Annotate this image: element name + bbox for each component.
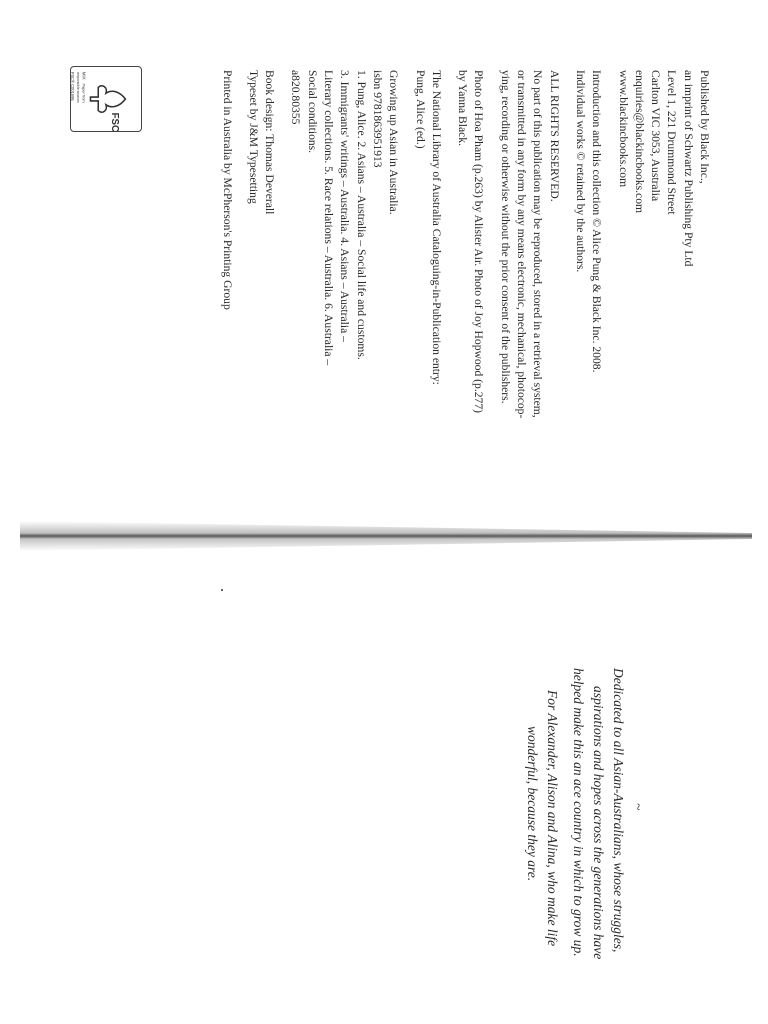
svg-text:responsible sources: responsible sources [75,71,80,103]
photo-credit-line: by Yanna Black. [456,70,470,146]
publisher-imprint [218,70,712,418]
svg-text:MIX: MIX [81,71,87,80]
copyright-line: Individual works © retained by the authors. [573,70,587,273]
cip-line: 1. Pung, Alice. 2. Asians – Australia – Social life and customs. [354,70,368,360]
catalogue-line: The National Library of Australia Cataloguing-in-Publication entry: [429,70,443,385]
printer-line: Printed in Australia by McPherson's Printing Group [220,70,234,310]
cip-line: 3. Immigrants' writings – Australia. 4. Asians – Australia – [338,70,352,342]
catalogue-line: Pung, Alice (ed.) [413,70,427,149]
imprint-line: an imprint of Schwartz Publishing Pty Ltd [681,70,695,267]
imprint-line: enquiries@blackincbooks.com [632,70,646,214]
rights-line: ALL RIGHTS RESERVED. [547,70,561,202]
dedication-line: Dedicated to all Asian-Australians, whose struggles, [611,668,626,953]
fsc-label: FSC [108,112,120,132]
photo-credit-line: Photo of Hoa Pham (p.263) by Alister Air. Photo of Joy Hopwood (p.277) [472,70,486,413]
dedication-line: helped make this an ace country in which to grow up. [571,668,586,957]
credits-line: Book design: Thomas Deverall [263,70,277,215]
dedication-line: aspirations and hopes across the generations have [591,686,606,960]
dedication-block [522,668,648,959]
cip-line: Growing up Asian in Australia. [387,70,401,215]
dedication-ornament: ~ [631,803,646,811]
rights-line: No part of this publication may be reproduced, stored in a retrieval system, [531,70,545,418]
page-fold-shadow [20,521,752,551]
tree-icon [90,86,125,112]
imprint-line: Carlton VIC 3053, Australia [649,70,663,202]
cip-line: a820.80355 [289,70,303,125]
cip-line: Social conditions. [305,70,319,154]
rights-line: ying, recording or otherwise without the prior consent of the publishers. [498,70,512,404]
copyright-line: Introduction and this collection © Alice Pung & Black Inc. 2008. [590,70,604,373]
cip-line: Literary collections. 5. Race relations – Australia. 6. Australia – [322,70,336,366]
credits-line: Typeset by J&M Typesetting [246,70,260,204]
svg-text:Paper from: Paper from [81,83,87,103]
imprint-line: Level 1, 221 Drummond Street [665,70,679,215]
dedication-line: For Alexander, Alison and Alina, who make life [545,690,560,947]
imprint-line: Published by Black Inc., [698,70,711,184]
dedication-line: wonderful, because they are. [525,726,540,882]
fsc-logo [70,66,142,132]
scan-speck [221,589,223,591]
rights-line: or transmitted in any form by any means electronic, mechanical, photocop- [515,70,529,419]
svg-text:FSC® C001695: FSC® C001695 [70,71,76,101]
imprint-line: www.blackincbooks.com [616,70,630,188]
cip-line: isbn 9781863951913 [370,70,384,168]
